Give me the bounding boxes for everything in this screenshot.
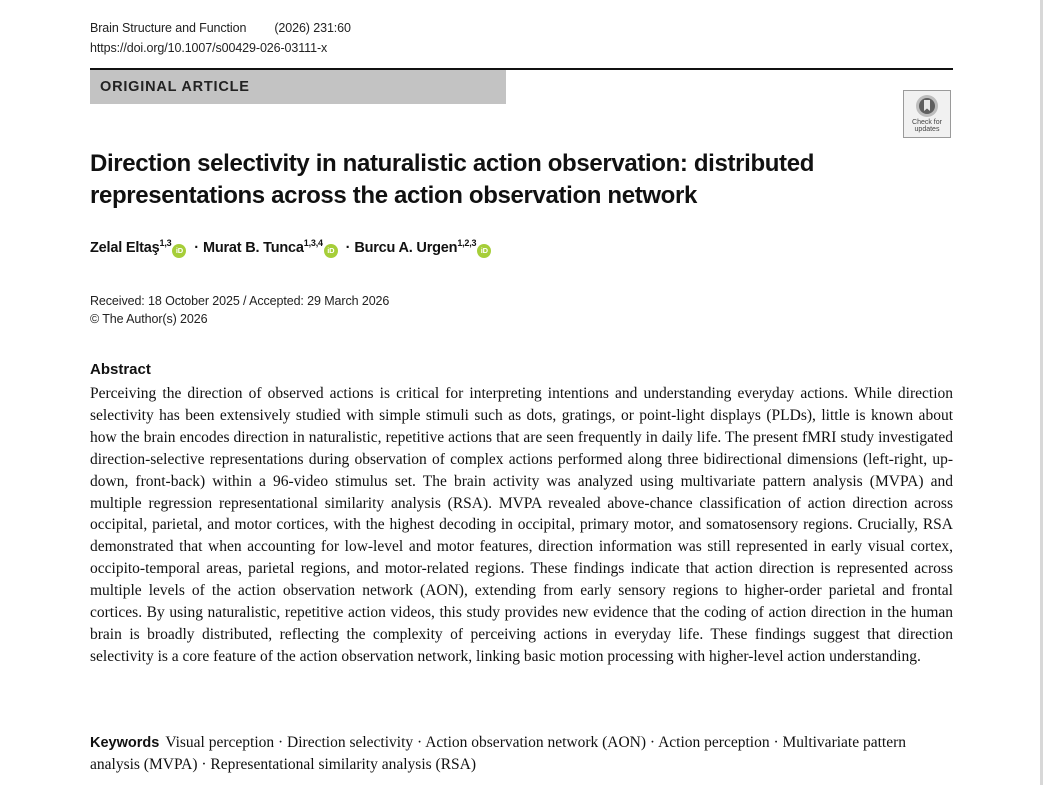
received-accepted-dates: Received: 18 October 2025 / Accepted: 29 March 2026 xyxy=(90,294,390,308)
author-affiliation: 1,2,3 xyxy=(457,238,477,248)
keywords-list: Visual perception · Direction selectivity · Action observation network (AON) · Action perception · Multivariate pattern analysis (MVPA) · Representational similarity analysis (RSA) xyxy=(90,734,907,773)
check-updates-icon xyxy=(915,94,939,118)
journal-citation: (2026) 231:60 xyxy=(274,21,351,35)
abstract-text: Perceiving the direction of observed actions is critical for interpreting intentions and understanding everyday actions. While direction selectivity has been extensively studied with simple stimuli such as dots, gratings, or point-light displays (PLDs), little is known about how the brain encodes direction in naturalistic, repetitive actions that are seen frequently in daily life. The present fMRI study investigated direction-selective representations during observation of complex actions performed along three bidirectional dimensions (left-right, up-down, front-back) within a 96-video stimulus set. The brain activity was analyzed using multivariate pattern analysis (MVPA) and multiple regression representational similarity analysis (RSA). MVPA revealed above-chance classification of action direction across occipital, parietal, and motor cortices, with the highest decoding in occipital, primary motor, and somatosensory regions. Crucially, RSA demonstrated that when accounting for low-level and motor features, direction information was still represented in early visual cortex, occipito-temporal areas, parietal regions, and motor-related regions. These findings indicate that action direction is represented across multiple levels of the action observation network (AON), extending from early sensory regions to higher-order parietal and frontal cortices. By using naturalistic, repetitive action videos, this study provides new evidence that the coding of action direction in the human brain is broadly distributed, reflecting the complexity of perceiving actions in everyday life. These findings suggest that direction selectivity is a core feature of the action observation network, linking basic motion processing with higher-level action understanding. xyxy=(90,385,953,665)
author-name[interactable]: Burcu A. Urgen xyxy=(354,240,458,256)
article-type-label: ORIGINAL ARTICLE xyxy=(90,70,506,104)
orcid-icon[interactable]: iD xyxy=(172,244,186,258)
orcid-icon[interactable]: iD xyxy=(324,244,338,258)
keywords-section xyxy=(90,732,953,776)
doi-link[interactable]: https://doi.org/10.1007/s00429-026-03111-x xyxy=(90,41,328,55)
keywords-label: Keywords xyxy=(90,735,160,751)
orcid-icon[interactable]: iD xyxy=(477,244,491,258)
check-for-updates-button[interactable] xyxy=(903,90,951,138)
journal-name: Brain Structure and Function xyxy=(90,21,247,35)
author-name[interactable]: Zelal Eltaş xyxy=(90,240,160,256)
author-name[interactable]: Murat B. Tunca xyxy=(202,240,304,256)
article-title: Direction selectivity in naturalistic action observation: distributed representations across the action observation network xyxy=(90,150,815,209)
author-list xyxy=(90,238,491,258)
author-separator: · xyxy=(345,240,351,256)
check-updates-label: Check for updates xyxy=(912,119,942,133)
copyright-notice: © The Author(s) 2026 xyxy=(90,312,208,326)
author-affiliation: 1,3 xyxy=(159,238,172,248)
author-affiliation: 1,3,4 xyxy=(303,238,323,248)
journal-meta xyxy=(90,21,351,35)
author-separator: · xyxy=(194,240,199,256)
abstract-heading: Abstract xyxy=(90,361,151,378)
